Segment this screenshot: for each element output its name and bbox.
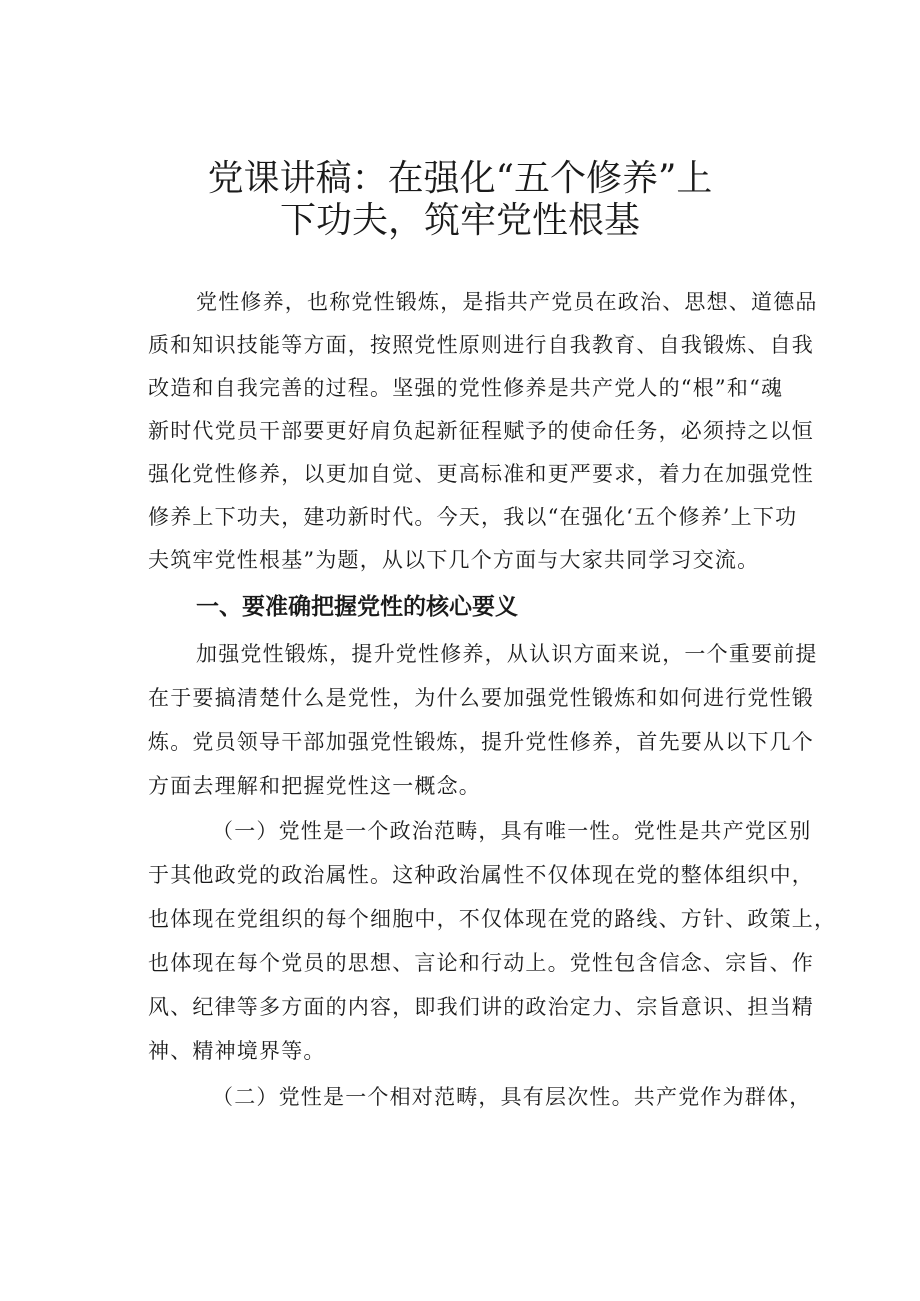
- section-heading: 一、要准确把握党性的核心要义: [196, 594, 518, 620]
- section1-line: 加强党性锻炼，提升党性修养，从认识方面来说，一个重要前提: [196, 642, 818, 666]
- intro-line: 新时代党员干部要更好肩负起新征程赋予的使命任务，必须持之以恒: [148, 419, 814, 443]
- subsection1-line: 也体现在党组织的每个细胞中，不仅体现在党的路线、方针、政策上，: [148, 907, 837, 931]
- section1-line: 方面去理解和把握党性这一概念。: [148, 774, 481, 798]
- title-line-1: 党课讲稿：在强化“五个修养”上: [207, 158, 713, 199]
- subsection1-line: 于其他政党的政治属性。这种政治属性不仅体现在党的整体组织中，: [148, 863, 814, 887]
- intro-line: 夫筑牢党性根基”为题，从以下几个方面与大家共同学习交流。: [148, 548, 760, 572]
- intro-line: 修养上下功夫，建功新时代。今天，我以“在强化‘五个修养’上下功: [148, 505, 798, 529]
- section1-line: 炼。党员领导干部加强党性锻炼，提升党性修养，首先要从以下几个: [148, 730, 814, 754]
- intro-line: 强化党性修养，以更加自觉、更高标准和更严要求，着力在加强党性: [148, 462, 814, 486]
- subsection1-line: 神、精神境界等。: [148, 1039, 326, 1063]
- section1-line: 在于要搞清楚什么是党性，为什么要加强党性锻炼和如何进行党性锻: [148, 686, 814, 710]
- intro-line: 改造和自我完善的过程。坚强的党性修养是共产党人的“根”和“魂: [148, 376, 784, 400]
- subsection1-line: （一）党性是一个政治范畴，具有唯一性。党性是共产党区别: [212, 819, 812, 843]
- document-title: [120, 158, 800, 242]
- intro-line: 质和知识技能等方面，按照党性原则进行自我教育、自我锻炼、自我: [148, 333, 814, 357]
- intro-line: 党性修养，也称党性锻炼，是指共产党员在政治、思想、道德品: [196, 290, 818, 314]
- subsection1-line: 风、纪律等多方面的内容，即我们讲的政治定力、宗旨意识、担当精: [148, 995, 814, 1019]
- subsection2-line: （二）党性是一个相对范畴，具有层次性。共产党作为群体，: [212, 1085, 812, 1109]
- title-line-2: 下功夫，筑牢党性根基: [279, 200, 640, 241]
- subsection1-line: 也体现在每个党员的思想、言论和行动上。党性包含信念、宗旨、作: [148, 951, 814, 975]
